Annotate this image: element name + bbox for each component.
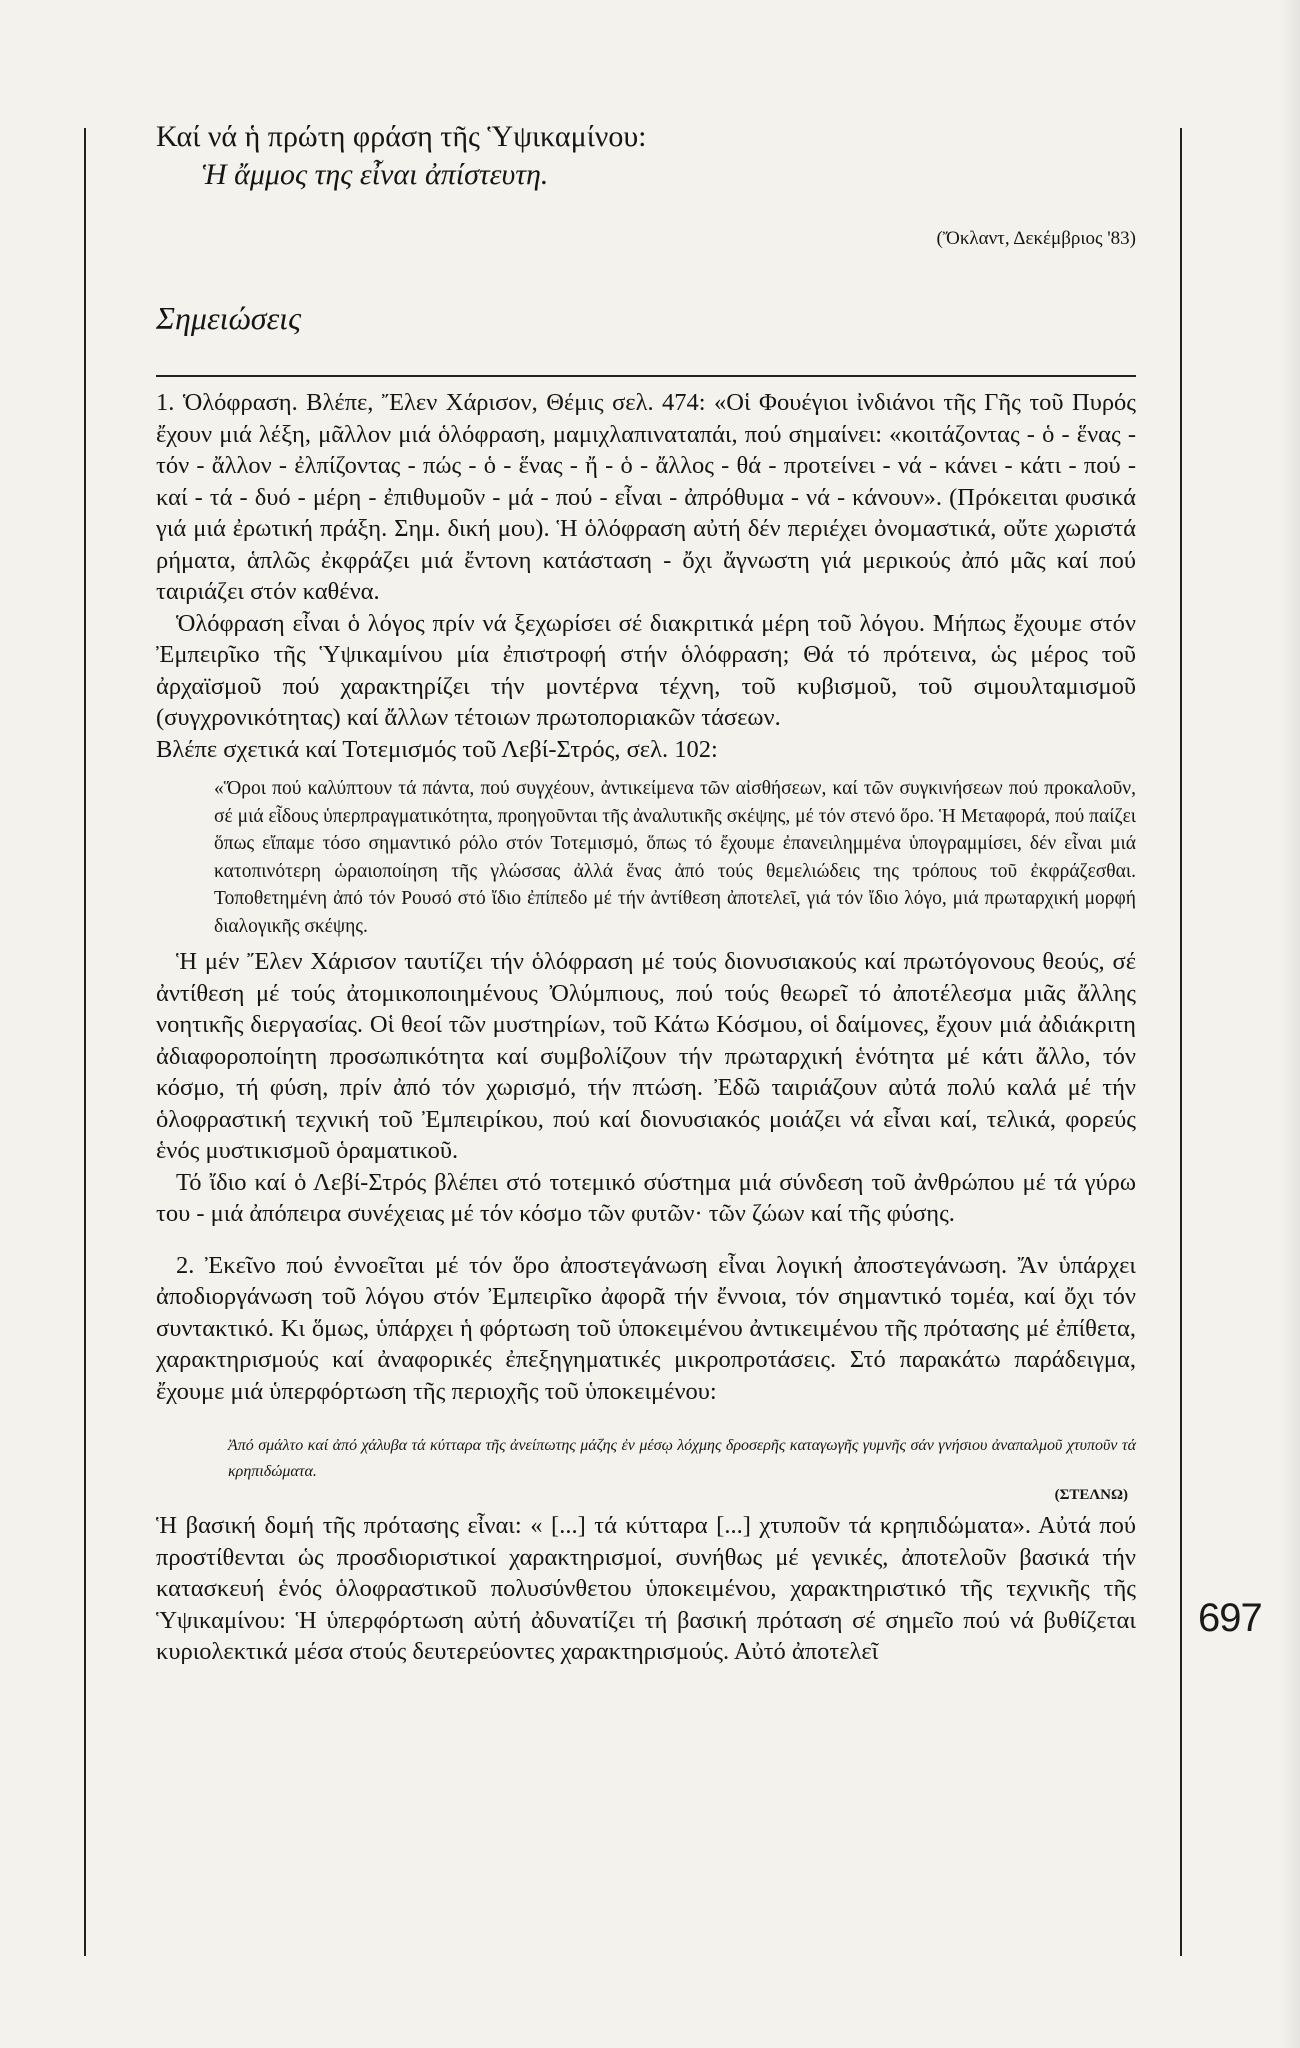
opening-line: Καί νά ἡ πρώτη φράση τῆς Ὑψικαμίνου: xyxy=(156,120,647,153)
note-1-closing: Τό ἴδιο καί ὁ Λεβί-Στρός βλέπει στό τοτεμικό σύστημα μιά σύνδεση τοῦ ἀνθρώπου μέ τά γύρω του - μιά ἀπόπειρα συνέχειας μέ τόν κόσμο τῶν φυτῶν· τῶν ζώων καί τῆς φύσης. xyxy=(156,1168,1136,1227)
example-quote: Ἀπό σμάλτο καί ἀπό χάλυβα τά κύτταρα τῆς ἀνείπωτης μάζης ἐν μέσῳ λόχμης δροσερῆς καταγωγῆς γυμνῆς σάν γνήσιου ἀναπαλμοῦ χτυποῦν τά κρηπιδώματα. xyxy=(228,1437,1136,1480)
note-1-paragraph: 1. Ὁλόφραση. Βλέπε, Ἔλεν Χάρισον, Θέμις σελ. 474: «Οἱ Φουέγιοι ἰνδιάνοι τῆς Γῆς τοῦ Πυρός ἔχουν μιά λέξη, μᾶλλον μιά ὁλόφραση, μαμιχλαπιναταπάι, πού σημαίνει: «κοιτάζοντας - ὁ - ἕνας - τόν - ἄλλον - ἐλπίζοντας - πώς - ὁ - ἕνας - ἤ - ὁ - ἄλλος - θά - προτείνει - νά - κάνει - κάτι - πού - καί - τά - δυό - μέρη - ἐπιθυμοῦν - μά - πού - εἶναι - ἀπρόθυμα - νά - κάνουν». (Πρόκειται φυσικά γιά μιά ἐρωτική πράξη. Σημ. δική μου). Ἡ ὁλόφραση αὐτή δέν περιέχει ὀνομαστικά, οὔτε χωριστά ρήματα, ἁπλῶς ἐκφράζει μιά ἔντονη κατάσταση - ὄχι ἄγνωστη γιά μερικούς ἀπό μᾶς καί πού ταιριάζει στόν καθένα. xyxy=(156,389,1136,605)
place-date-signature: (Ὄκλαντ, Δεκέμβριος '83) xyxy=(936,228,1136,249)
levi-strauss-quote: «Ὅροι πού καλύπτουν τά πάντα, πού συγχέουν, ἀντικείμενα τῶν αἰσθήσεων, καί τῶν συγκινήσεων πού προκαλοῦν, σέ μιά εἶδους ὑπερπραγματικότητα, προηγοῦνται τῆς ἀναλυτικῆς σκέψης, μέ τόν στενό ὅρο. Ἡ Μεταφορά, πού παίζει ὅπως εἴπαμε τόσο σημαντικό ρόλο στόν Τοτεμισμό, ὅπως τό ἔχουμε ἐπανειλημμένα ὑπογραμμίσει, δέν εἶναι μιά κατοπινότερη ὡραιοποίηση τῆς γλώσσας ἀλλά ἕνας ἀπό τούς θεμελιώδεις της τρόπους τοῦ ἐκφράζεσθαι. Τοποθετημένη ἀπό τόν Ρουσό στό ἴδιο ἐπίπεδο μέ τήν ἀντίθεση ἀποτελεῖ, γιά τόν ἴδιο λόγο, μιά πρωταρχική μορφή διαλογικῆς σκέψης. xyxy=(214,778,1136,937)
note-2-paragraph: 2. Ἐκεῖνο πού ἐννοεῖται μέ τόν ὅρο ἀποστεγάνωση εἶναι λογική ἀποστεγάνωση. Ἄν ὑπάρχει ἀποδιοργάνωση τοῦ λόγου στόν Ἐμπειρῖκο ἀφορᾶ τήν ἔννοια, τόν σημαντικό τομέα, καί ὄχι τόν συντακτικό. Κι ὅμως, ὑπάρχει ἡ φόρτωση τοῦ ὑποκειμένου ἀντικειμένου τῆς πρότασης μέ ἐπίθετα, χαρακτηρισμούς καί ἀναφορικές ἐπεξηγηματικές μικροπροτάσεις. Στό παρακάτω παράδειγμα, ἔχουμε μιά ὑπερφόρτωση τῆς περιοχῆς τοῦ ὑποκειμένου: xyxy=(156,1251,1136,1405)
note-1-continuation: Ὁλόφραση εἶναι ὁ λόγος πρίν νά ξεχωρίσει σέ διακριτικά μέρη τοῦ λόγου. Μήπως ἔχουμε στόν Ἐμπειρῖκο τῆς Ὑψικαμίνου μία ἐπιστροφή στήν ὁλόφραση; Θά τό πρότεινα, ὡς μέρος τοῦ ἀρχαϊσμοῦ πού χαρακτηρίζει τήν μοντέρνα τέχνη, τοῦ κυβισμοῦ, τοῦ σιμουλταμισμοῦ (συγχρονικότητας) καί ἄλλων τέτοιων πρωτοποριακῶν τάσεων. xyxy=(156,609,1136,731)
note-1-discussion: Ἡ μέν Ἔλεν Χάρισον ταυτίζει τήν ὁλόφραση μέ τούς διονυσιακούς καί πρωτόγονους θεούς, σέ ἀντίθεση μέ τούς ἀτομικοποιημένους Ὀλύμπιους, πού τούς θεωρεῖ τό ἀποτέλεσμα μιᾶς ἄλλης νοητικῆς διεργασίας. Οἱ θεοί τῶν μυστηρίων, τοῦ Κάτω Κόσμου, οἱ δαίμονες, ἔχουν μιά ἀδιάκριτη ἀδιαφοροποίητη προσωπικότητα καί συμβολίζουν τήν πρωταρχική ἑνότητα μέ κάτι ἄλλο, τόν κόσμο, τή φύση, πρίν ἀπό τόν χωρισμό, τήν πτώση. Ἐδῶ ταιριάζουν αὐτά πολύ καλά μέ τήν ὁλοφραστική τεχνική τοῦ Ἐμπειρίκου, πού καί διονυσιακός μοιάζει νά εἶναι καί, τελικά, φορεύς ἑνός μυστικισμοῦ ὁραματικοῦ. xyxy=(156,948,1136,1164)
notes-heading: Σημειώσεις xyxy=(156,300,302,336)
opening-quote: Ἡ ἄμμος της εἶναι ἀπίστευτη. xyxy=(202,158,549,191)
left-margin-rule xyxy=(84,128,86,1956)
page-body xyxy=(156,118,1136,1668)
right-margin-rule xyxy=(1180,128,1182,1956)
scan-edge-shadow xyxy=(1280,0,1300,2048)
note-1-reference: Βλέπε σχετικά καί Τοτεμισμός τοῦ Λεβί-Στρός, σελ. 102: xyxy=(156,735,718,763)
example-quote-source: (ΣΤΕΛΝΩ) xyxy=(1054,1487,1128,1503)
page-number: 697 xyxy=(1198,1596,1262,1640)
notes-divider xyxy=(156,375,1136,377)
note-2-analysis: Ἡ βασική δομή τῆς πρότασης εἶναι: « [...] τά κύτταρα [...] χτυποῦν τά κρηπιδώματα». Αὐτά πού προστίθενται ὡς προσδιοριστικοί χαρακτηρισμοί, συνήθως μέ γενικές, ἀποτελοῦν βασικά τήν κατασκευή ἑνός ὁλοφραστικοῦ πολυσύνθετου ὑποκειμένου, χαρακτηριστικό τῆς τεχνικῆς τῆς Ὑψικαμίνου: Ἡ ὑπερφόρτωση αὐτή ἀδυνατίζει τή βασική πρόταση σέ σημεῖο πού νά βυθίζεται κυριολεκτικά μέσα στούς δευτερεύοντες χαρακτηρισμούς. Αὐτό ἀποτελεῖ xyxy=(156,1512,1136,1665)
